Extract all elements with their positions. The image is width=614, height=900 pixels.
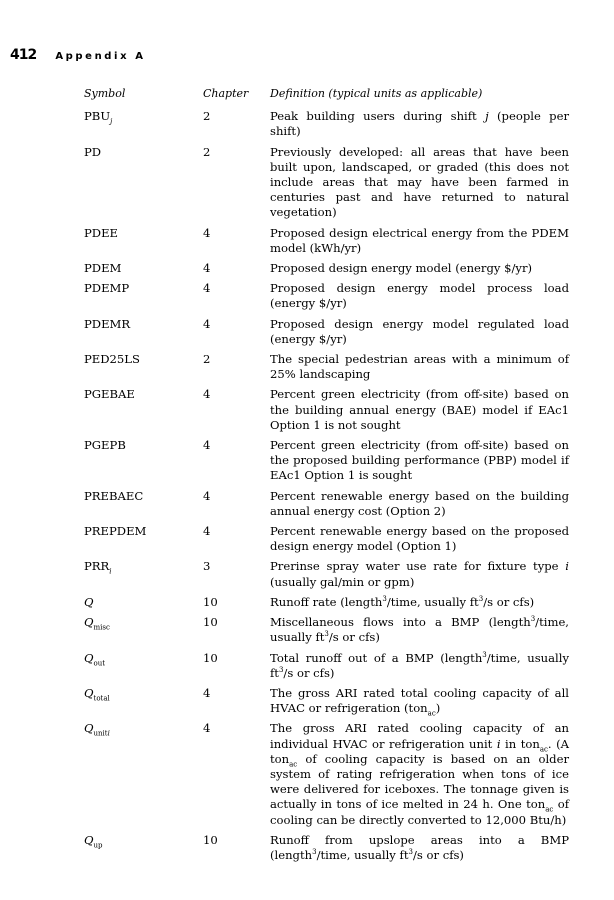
definition-cell: Runoff from upslope areas into a BMP (length$^3$/time, usually $ft^3/s$ or cfs) [270, 832, 569, 862]
symbol-cell: $Q_{out}$ [84, 650, 106, 667]
page-number: 412 [10, 47, 37, 63]
table-row [84, 595, 569, 610]
definition-cell: Proposed design energy model (energy $/yr) [270, 261, 533, 276]
definition-cell: Total runoff out of a BMP (length$^3$/time, usually $ft^3/s$ or cfs) [270, 650, 569, 680]
page-header [10, 44, 146, 63]
symbol-cell: PED25LS [84, 352, 140, 367]
definition-cell: The gross ARI rated total cooling capacity of all HVAC or refrigeration (ton$_{ac}$) [270, 685, 569, 718]
definition-cell: The gross ARI rated cooling capacity of an individual HVAC or refrigeration unit i in ton$_{ac}$. (A ton$_{ac}$ of cooling capacity is based on an older system of rating refrigeration when tons of ice were delivered for iceboxes. The tonnage given is actually in tons of ice melted in 24 h. One ton$_{ac}$ of cooling can be directly converted to 12,000 Btu/h) [270, 721, 569, 827]
definition-cell: Percent renewable energy based on the building annual energy cost (Option 2) [270, 488, 569, 518]
symbol-cell: PDEE [84, 225, 119, 240]
chapter-cell: 4 [203, 261, 211, 276]
definition-cell: Proposed design energy model process load (energy $/yr) [270, 281, 569, 311]
chapter-cell: 2 [203, 144, 211, 159]
symbol-cell: PDEM [84, 261, 122, 276]
symbol-cell: Q [84, 594, 94, 609]
chapter-cell: 2 [203, 352, 211, 367]
definition-cell: The special pedestrian areas with a minimum of 25% landscaping [270, 352, 569, 382]
chapter-cell: 2 [203, 109, 211, 124]
symbol-cell: $Q_{total}$ [84, 685, 110, 703]
table-row [84, 524, 569, 554]
table-row [84, 489, 569, 519]
symbol-cell: PGEPB [84, 438, 126, 453]
table-row [84, 352, 569, 382]
table-row [84, 226, 569, 256]
section-title: Appendix A [55, 51, 146, 62]
definition-cell: Runoff rate (length$^3$/time, usually $ft^3/s$ or cfs) [270, 594, 535, 609]
symbol-cell: $PRR_i$ [84, 559, 112, 576]
symbol-table [84, 86, 569, 868]
chapter-cell: 10 [203, 594, 218, 609]
definition-cell: Proposed design electrical energy from the PDEM model (kWh/yr) [270, 225, 569, 255]
chapter-cell: 4 [203, 488, 211, 503]
table-row [84, 145, 569, 221]
definition-cell: Proposed design energy model regulated load (energy $/yr) [270, 316, 569, 346]
table-row [84, 615, 569, 645]
table-row [84, 833, 569, 863]
symbol-cell: $PBU_j$ [84, 109, 113, 126]
chapter-cell: 10 [203, 615, 218, 630]
table-header-row [84, 86, 569, 101]
symbol-cell: PREBAEC [84, 488, 144, 503]
chapter-cell: 4 [203, 316, 211, 331]
symbol-cell: PD [84, 144, 102, 159]
chapter-cell: 4 [203, 524, 211, 539]
column-header-chapter: Chapter [203, 87, 249, 100]
table-row [84, 109, 569, 139]
chapter-cell: 4 [203, 281, 211, 296]
symbol-cell: PDEMP [84, 281, 130, 296]
definition-cell: Percent renewable energy based on the proposed design energy model (Option 1) [270, 524, 569, 554]
symbol-cell: $Q_{uniti}$ [84, 721, 110, 738]
definition-cell: Miscellaneous flows into a BMP (length$^3$/time, usually $ft^3/s$ or cfs) [270, 615, 569, 645]
table-row [84, 317, 569, 347]
table-row [84, 559, 569, 589]
chapter-cell: 4 [203, 387, 211, 402]
chapter-cell: 10 [203, 832, 218, 847]
symbol-cell: PGEBAE [84, 387, 135, 402]
definition-cell: Prerinse spray water use rate for fixture type i (usually gal/min or gpm) [270, 559, 569, 589]
table-row [84, 438, 569, 484]
table-row [84, 686, 569, 716]
definition-cell: Percent green electricity (from off-site) based on the proposed building performance (PBP) model if EAc1 Option 1 is sought [270, 438, 569, 483]
definition-cell: Percent green electricity (from off-site) based on the building annual energy (BAE) model if EAc1 Option 1 is not sought [270, 387, 569, 432]
definition-cell: Previously developed: all areas that have been built upon, landscaped, or graded (this does not include areas that may have been farmed in centuries past and have returned to natural vegetation) [270, 144, 569, 220]
definition-cell: Peak building users during shift j (people per shift) [270, 109, 569, 139]
column-header-definition: Definition (typical units as applicable) [270, 87, 483, 100]
symbol-cell: $Q_{misc}$ [84, 615, 110, 632]
chapter-cell: 10 [203, 650, 218, 665]
column-header-symbol: Symbol [84, 87, 126, 100]
chapter-cell: 4 [203, 721, 211, 736]
symbol-cell: PDEMR [84, 316, 131, 331]
table-row [84, 281, 569, 311]
chapter-cell: 4 [203, 225, 211, 240]
chapter-cell: 3 [203, 559, 211, 574]
table-row [84, 261, 569, 276]
table-row [84, 721, 569, 827]
symbol-cell: PREPDEM [84, 524, 147, 539]
chapter-cell: 4 [203, 685, 211, 700]
chapter-cell: 4 [203, 438, 211, 453]
table-row [84, 651, 569, 681]
symbol-cell: $Q_{up}$ [84, 832, 103, 850]
table-row [84, 387, 569, 433]
